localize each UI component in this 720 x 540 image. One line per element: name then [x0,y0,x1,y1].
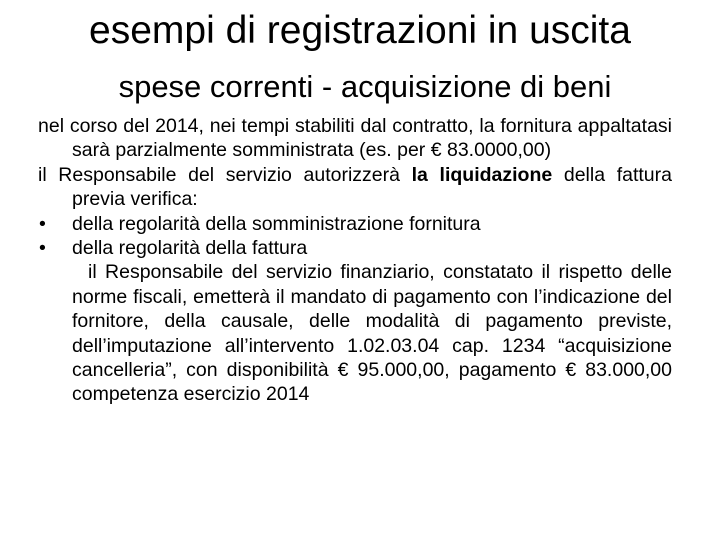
paragraph-liquidazione [38,163,672,212]
liquidazione-text-suffix: della fattura previa verifica: [72,163,672,211]
bullet-item-label: della regolarità della somministrazione fornitura [72,212,481,235]
bullet-item-label: della regolarità della fattura [72,237,308,260]
bullet-icon: • [39,237,46,260]
liquidazione-bold-text: la liquidazione [411,163,553,186]
slide-title: esempi di registrazioni in uscita [89,9,631,52]
paragraph-mandato [38,260,672,406]
slide-body [38,114,672,407]
bullet-item-fattura [38,236,672,260]
bullet-icon: • [39,212,46,235]
paragraph-fornitura: nel corso del 2014, nei tempi stabiliti dal contratto, la fornitura appaltatasi sarà parzialmente somministrata (es. per € 83.0000,00) [38,115,672,162]
mandato-text: il Responsabile del servizio finanziario, constatato il rispetto delle norme fiscali, emetterà il mandato di pagamento con l’indicazione del fornitore, della causale, delle modalità di pagamento previste, dell’imputazione all’intervento 1.02.03.04 cap. 1234 “acquisizione cancelleria”, con disponibilità € 95.000,00, pagamento € 83.000,00 competenza esercizio 2014 [72,261,672,406]
liquidazione-text-prefix: il Responsabile del servizio autorizzerà [38,163,412,186]
bullet-item-somministrazione [38,212,672,236]
slide-subtitle: spese correnti - acquisizione di beni [118,69,612,104]
